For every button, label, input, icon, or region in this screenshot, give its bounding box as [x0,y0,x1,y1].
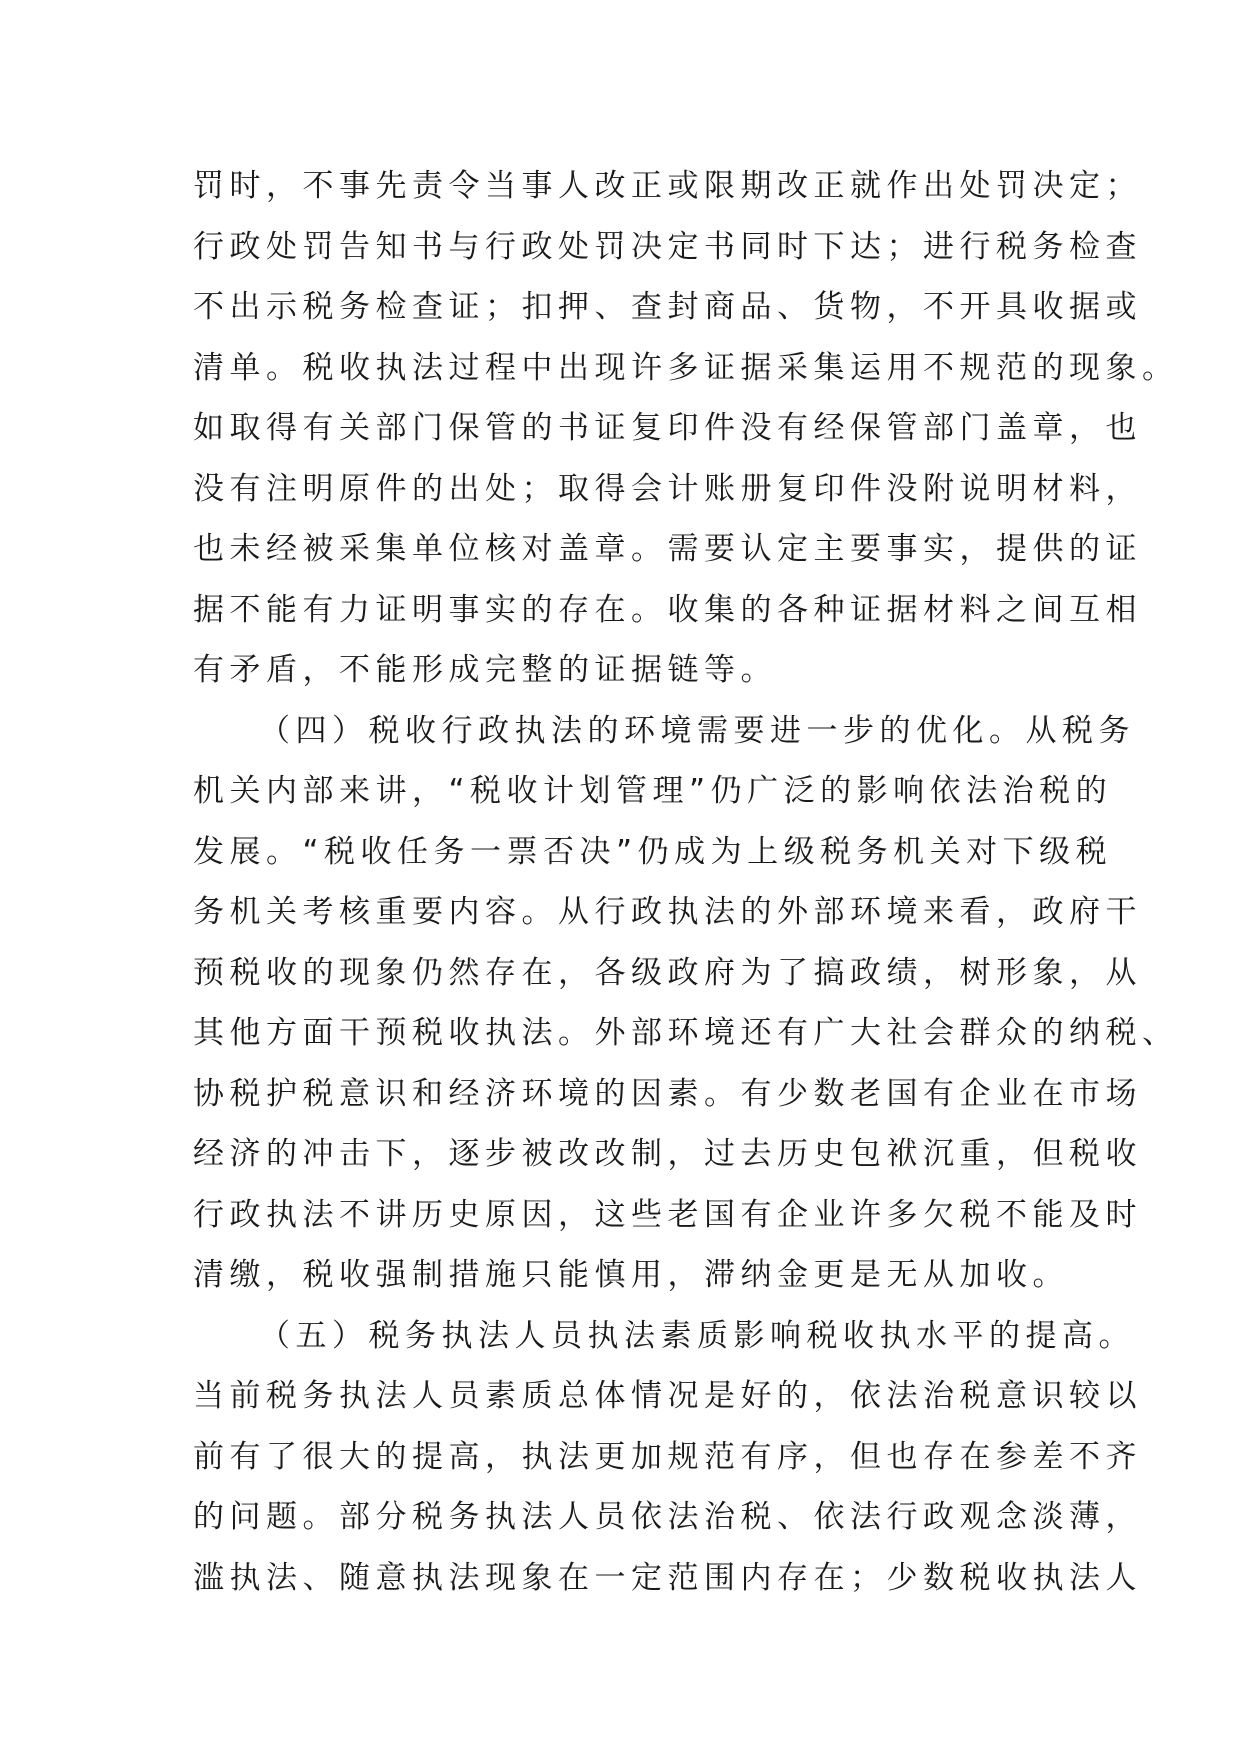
text-line: 当前税务执法人员素质总体情况是好的，依法治税意识较以 [193,1378,1142,1414]
text-line: 经济的冲击下，逐步被改改制，过去历史包袱沉重，但税收 [193,1136,1142,1172]
body-text [193,156,1179,1608]
text-line: 协税护税意识和经济环境的因素。有少数老国有企业在市场 [193,1075,1142,1112]
paragraph-heading-5: （五）税务执法人员执法素质影响税收执水平的提高。 [259,1317,1135,1354]
text-line: 清缴，税收强制措施只能慎用，滞纳金更是无从加收。 [193,1257,1069,1293]
text-line: 其他方面干预税收执法。外部环境还有广大社会群众的纳税、 [193,1015,1179,1051]
text-line: 务机关考核重要内容。从行政执法的外部环境来看，政府干 [193,894,1142,930]
text-line: 也未经被采集单位核对盖章。需要认定主要事实，提供的证 [193,531,1142,567]
text-line: 前有了很大的提高，执法更加规范有序，但也存在参差不齐 [193,1438,1142,1475]
text-line: 如取得有关部门保管的书证复印件没有经保管部门盖章，也 [193,410,1142,446]
text-line: 发展。“税收任务一票否决”仍成为上级税务机关对下级税 [193,833,1113,870]
paragraph-heading-4: （四）税收行政执法的环境需要进一步的优化。从税务 [259,712,1135,749]
text-line: 据不能有力证明事实的存在。收集的各种证据材料之间互相 [193,591,1142,628]
text-line: 有矛盾，不能形成完整的证据链等。 [193,652,777,688]
text-line: 预税收的现象仍然存在，各级政府为了搞政绩，树形象，从 [193,954,1142,991]
text-line: 滥执法、随意执法现象在一定范围内存在；少数税收执法人 [193,1559,1142,1596]
text-line: 行政执法不讲历史原因，这些老国有企业许多欠税不能及时 [193,1196,1142,1233]
text-line: 的问题。部分税务执法人员依法治税、依法行政观念淡薄， [193,1499,1142,1535]
text-line: 行政处罚告知书与行政处罚决定书同时下达；进行税务检查 [193,228,1142,265]
text-line: 清单。税收执法过程中出现许多证据采集运用不规范的现象。 [193,349,1179,386]
text-line: 没有注明原件的出处；取得会计账册复印件没附说明材料， [193,470,1142,507]
text-line: 不出示税务检查证；扣押、查封商品、货物，不开具收据或 [193,289,1142,325]
text-line: 机关内部来讲，“税收计划管理”仍广泛的影响依法治税的 [193,773,1113,809]
text-line: 罚时，不事先责令当事人改正或限期改正就作出处罚决定； [193,168,1142,204]
